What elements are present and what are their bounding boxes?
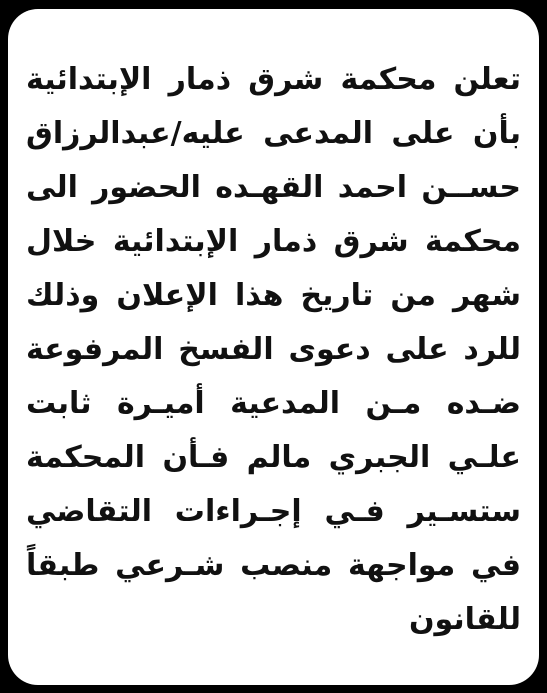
notice-line-8: علـي الجبري مالم فـأن المحكمة (26, 440, 521, 475)
notice-line-5: شهر من تاريخ هذا الإعلان وذلك (26, 278, 521, 313)
notice-line-2: بأن على المدعى عليه/عبدالرزاق (26, 116, 521, 151)
notice-card (8, 9, 539, 685)
notice-line-10: في مواجهة منصب شـرعي طبقاً (26, 548, 521, 583)
notice-line-11: للقانون (408, 602, 521, 637)
notice-line-1: تعلن محكمة شرق ذمار الإبتدائية (26, 62, 521, 97)
notice-line-9: ستسـير فـي إجـراءات التقاضي (26, 494, 521, 529)
notice-line-4: محكمة شرق ذمار الإبتدائية خلال (26, 224, 521, 259)
court-notice-text (26, 53, 521, 647)
notice-line-3: حســن احمد القهـده الحضور الى (26, 170, 521, 205)
notice-line-7: ضـده مـن المدعية أميـرة ثابت (26, 386, 521, 421)
notice-line-6: للرد على دعوى الفسخ المرفوعة (26, 332, 521, 367)
